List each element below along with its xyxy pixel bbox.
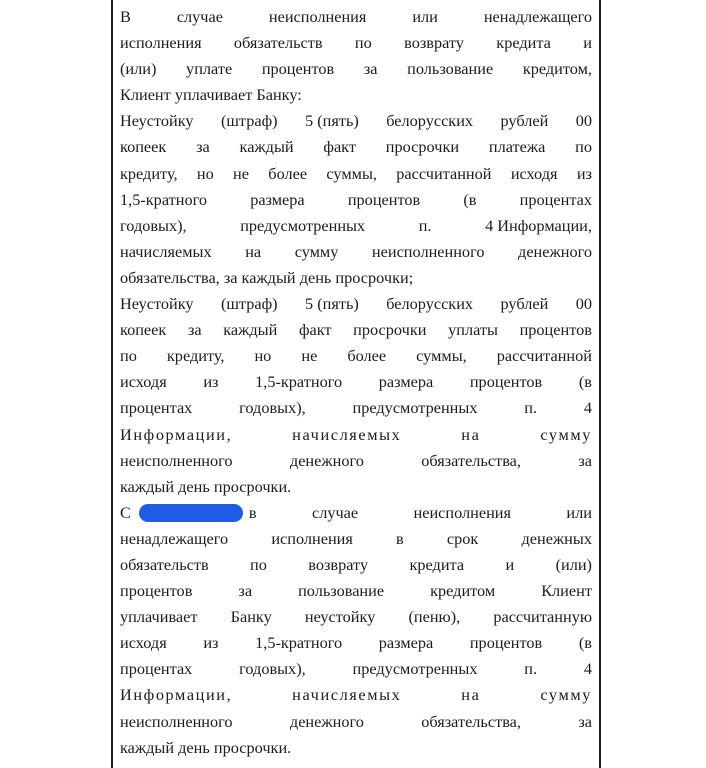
line-word: просрочки <box>385 137 460 157</box>
line-word: (штраф) <box>220 111 278 131</box>
line-word: рассчитанной <box>496 346 592 366</box>
line-word: случае <box>176 7 223 26</box>
document-line <box>120 395 592 421</box>
line-word: Информации, <box>120 424 233 444</box>
line-word: за <box>238 581 253 601</box>
line-word: копеек <box>120 137 167 157</box>
line-word: неисполнения <box>413 502 512 522</box>
line-text: Клиент уплачивает Банку: <box>120 85 302 105</box>
document-line <box>120 291 592 317</box>
line-word: процентах <box>519 189 592 209</box>
line-word: за <box>196 137 210 157</box>
line-word: В <box>120 7 131 26</box>
document-line <box>120 630 592 656</box>
line-word: платежа <box>488 137 546 157</box>
document-line <box>120 709 592 735</box>
line-word: в <box>396 528 404 548</box>
line-word: (в <box>463 189 477 209</box>
line-word: неустойку <box>304 607 376 627</box>
document-text <box>120 4 592 761</box>
line-word: по <box>354 33 372 53</box>
line-word: рублей <box>500 294 549 314</box>
line-word: Банку <box>230 607 272 627</box>
line-word: годовых), <box>239 398 306 418</box>
line-word: Информации, <box>120 685 233 705</box>
line-word: из <box>576 163 592 183</box>
line-word: неисполненного <box>120 711 233 731</box>
line-word: кредитом <box>430 581 496 601</box>
line-word: Неустойку <box>120 111 194 131</box>
line-text: обязательства, за каждый день просрочки; <box>120 267 414 287</box>
document-line <box>120 552 592 578</box>
line-word: 4 <box>583 659 592 679</box>
line-word: предусмотренных <box>352 659 478 679</box>
line-word: пользование <box>407 59 494 79</box>
line-word: но <box>196 163 214 183</box>
line-text: каждый день просрочки. <box>120 476 292 496</box>
line-word: процентов <box>469 633 543 653</box>
line-word: процентов <box>469 372 543 392</box>
line-word: более <box>268 163 308 183</box>
document-line <box>120 56 592 82</box>
line-word: денежного <box>289 450 364 470</box>
line-word: размера <box>378 372 434 392</box>
line-word: уплаты <box>448 320 498 340</box>
line-word: обязательств <box>120 554 209 574</box>
line-word: и <box>505 554 515 574</box>
redaction-mark <box>139 504 243 522</box>
document-line <box>120 213 592 239</box>
line-word: кредита <box>409 554 465 574</box>
line-word: неисполнения <box>268 7 367 26</box>
line-word: процентов <box>120 581 193 601</box>
line-word: п. <box>524 398 538 418</box>
document-line <box>120 474 592 500</box>
line-word: сумму <box>540 424 592 444</box>
line-word: не <box>233 163 249 183</box>
line-word: исполнения <box>120 33 202 53</box>
line-word: (в <box>578 633 592 653</box>
line-word: факт <box>298 320 332 340</box>
line-word: каждый <box>223 320 278 340</box>
line-word: рассчитанную <box>493 607 592 627</box>
line-word: за <box>187 320 202 340</box>
document-line <box>120 187 592 213</box>
document-line <box>120 30 592 56</box>
document-line <box>120 578 592 604</box>
document-line <box>120 369 592 395</box>
line-word: по <box>120 346 137 366</box>
line-word: ненадлежащего <box>120 528 229 548</box>
document-line <box>120 448 592 474</box>
line-word: п. <box>524 659 538 679</box>
document-line <box>120 526 592 552</box>
redacted-lead <box>120 500 257 526</box>
line-word: уплате <box>186 59 233 79</box>
line-word: годовых), <box>239 659 306 679</box>
line-word: 1,5-кратного <box>120 189 208 209</box>
line-word: не <box>301 346 318 366</box>
line-word: белорусских <box>386 294 474 314</box>
document-line <box>120 682 592 708</box>
line-word: копеек <box>120 320 167 340</box>
line-word: 4 Информации, <box>485 215 592 235</box>
line-word: сумму <box>540 685 592 705</box>
line-word: процентах <box>120 398 193 418</box>
line-word: или <box>412 7 438 26</box>
document-line <box>120 735 592 761</box>
line-word: исполнения <box>271 528 353 548</box>
line-word: просрочки <box>353 320 427 340</box>
line-word: по <box>250 554 267 574</box>
document-line <box>120 343 592 369</box>
line-word: п. <box>418 215 432 235</box>
line-word: Неустойку <box>120 294 194 314</box>
line-word: или <box>566 502 592 522</box>
line-word: обязательства, <box>421 450 521 470</box>
line-word: за <box>578 711 592 731</box>
line-word: начисляемых <box>292 685 402 705</box>
line-word: процентов <box>519 320 592 340</box>
document-line <box>120 500 592 526</box>
line-word: срок <box>446 528 479 548</box>
line-word: 5 (пять) <box>305 294 359 314</box>
document-line <box>120 656 592 682</box>
line-word: из <box>203 372 219 392</box>
line-word: каждый <box>239 137 294 157</box>
line-word: 1,5-кратного <box>255 633 343 653</box>
line-word: факт <box>323 137 356 157</box>
line-word: на <box>461 424 481 444</box>
line-word: процентов <box>261 59 335 79</box>
document-line <box>120 134 592 160</box>
line-word: (штраф) <box>220 294 278 314</box>
line-word: суммы, <box>326 163 377 183</box>
line-word: на <box>461 685 481 705</box>
line-word: но <box>254 346 272 366</box>
line-word: случае <box>311 502 359 522</box>
line-word: рублей <box>500 111 549 131</box>
line-word: кредитом, <box>522 59 592 79</box>
line-word: 00 <box>575 294 592 314</box>
line-word: С <box>120 502 131 522</box>
line-word: денежных <box>521 528 592 548</box>
line-word: белорусских <box>386 111 474 131</box>
line-word: на <box>245 241 262 261</box>
line-word: возврату <box>308 554 369 574</box>
document-line <box>120 265 592 291</box>
line-word: 00 <box>575 111 592 131</box>
line-word: Клиент <box>541 581 592 601</box>
line-word: возврату <box>404 33 464 53</box>
line-word: кредиту, <box>166 346 225 366</box>
line-word: 4 <box>583 398 592 418</box>
line-word: кредиту, <box>120 163 178 183</box>
document-line <box>120 604 592 630</box>
line-word: процентах <box>120 659 193 679</box>
line-word: (в <box>578 372 592 392</box>
line-word: более <box>347 346 387 366</box>
line-word: исходя <box>510 163 558 183</box>
line-text: каждый день просрочки. <box>120 737 292 757</box>
line-word: из <box>203 633 219 653</box>
line-word: (или) <box>555 554 592 574</box>
document-line <box>120 239 592 265</box>
line-word: за <box>578 450 592 470</box>
document-line <box>120 4 592 30</box>
line-word: пользование <box>298 581 385 601</box>
line-word: начисляемых <box>120 241 212 261</box>
line-word: кредита <box>496 33 551 53</box>
line-word: начисляемых <box>292 424 402 444</box>
line-word: денежного <box>518 241 592 261</box>
line-word: 5 (пять) <box>305 111 359 131</box>
document-line <box>120 422 592 448</box>
line-word: (или) <box>120 59 157 79</box>
document-line <box>120 161 592 187</box>
line-word: процентов <box>347 189 421 209</box>
document-line <box>120 82 592 108</box>
line-word: неисполненного <box>371 241 485 261</box>
line-word: ненадлежащего <box>483 7 592 26</box>
line-word: неисполненного <box>120 450 233 470</box>
line-word: размера <box>378 633 434 653</box>
line-word: предусмотренных <box>240 215 366 235</box>
line-word: за <box>363 59 378 79</box>
line-word: по <box>575 137 592 157</box>
line-word: 1,5-кратного <box>255 372 343 392</box>
line-word: годовых), <box>120 215 187 235</box>
line-word: предусмотренных <box>352 398 478 418</box>
line-word: обязательства, <box>421 711 521 731</box>
line-word: размера <box>250 189 305 209</box>
line-word: (пеню), <box>408 607 461 627</box>
line-word: обязательств <box>233 33 323 53</box>
line-word: в <box>248 502 257 522</box>
line-word: уплачивает <box>120 607 198 627</box>
document-line <box>120 108 592 134</box>
document-line <box>120 317 592 343</box>
line-word: исходя <box>120 633 167 653</box>
line-word: и <box>583 33 592 53</box>
line-word: денежного <box>289 711 364 731</box>
line-word: суммы, <box>416 346 467 366</box>
line-word: рассчитанной <box>396 163 492 183</box>
line-word: исходя <box>120 372 167 392</box>
line-word: сумму <box>294 241 339 261</box>
